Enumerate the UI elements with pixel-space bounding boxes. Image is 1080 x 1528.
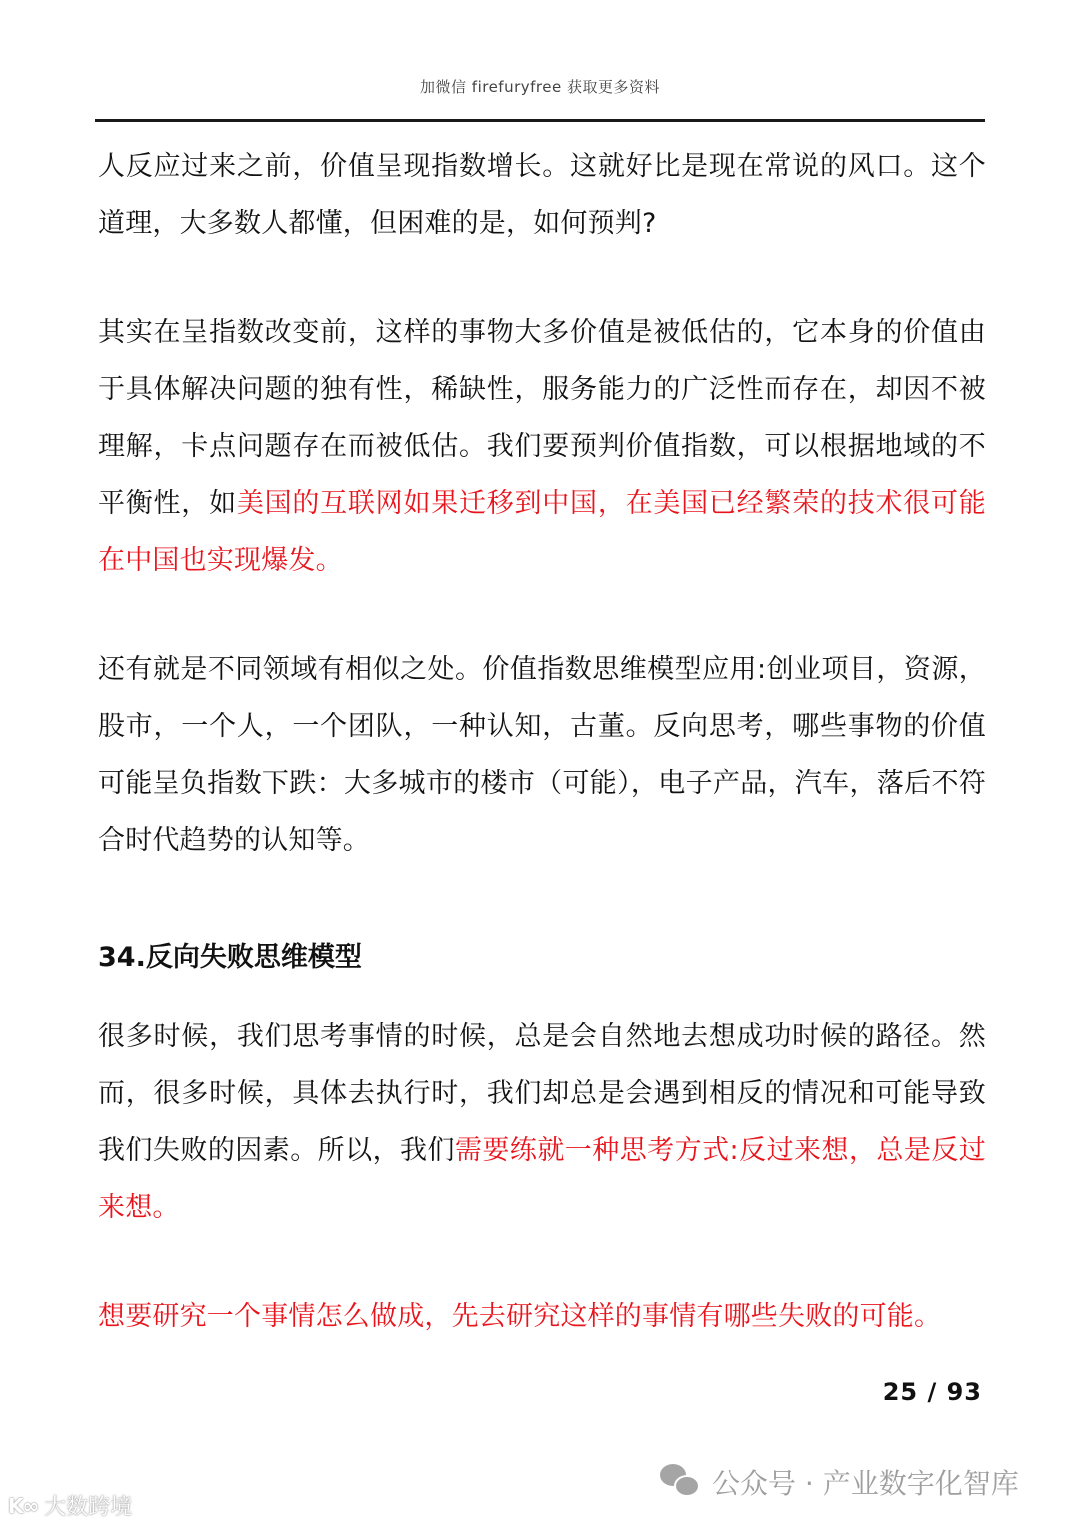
brand-watermark-text: 大数跨境: [44, 1495, 133, 1520]
wechat-icon: [660, 1464, 702, 1500]
brand-logo-icon: K∞: [8, 1493, 39, 1518]
paragraph-applications: 还有就是不同领域有相似之处。价值指数思维模型应用:创业项目，资源，股市，一个人，一个团队，一种认知，古董。反向思考，哪些事物的价值可能呈负指数下跌：大多城市的楼市（可能），电子产品，汽车，落后不符合时代趋势的认知等。: [98, 654, 986, 856]
page-number: 25 / 93: [882, 1378, 982, 1406]
paragraph-study-failure: 想要研究一个事情怎么做成，先去研究这样的事情有哪些失败的可能。: [98, 1301, 942, 1332]
document-body: [98, 138, 986, 1345]
header-divider: [95, 119, 985, 122]
highlighted-text: 需要练就一种思考方式:反过来想，总是反过来想。: [98, 1135, 986, 1223]
paragraph-spacer: [98, 1236, 986, 1288]
section-heading: 34.反向失败思维模型: [98, 942, 362, 973]
brand-watermark: [8, 1490, 132, 1521]
heading-spacer: [98, 986, 986, 1008]
watermark-text: 公众号 · 产业数字化智库: [712, 1467, 1019, 1500]
paragraph-exponential-growth: 人反应过来之前，价值呈现指数增长。这就好比是现在常说的风口。这个道理，大多数人都懂，但困难的是，如何预判?: [98, 151, 986, 239]
highlighted-text: 美国的互联网如果迁移到中国，在美国已经繁荣的技术很可能在中国也实现爆发。: [98, 488, 986, 576]
paragraph-text: 很多时候，我们思考事情的时候，总是会自然地去想成功时候的路径。然而，很多时候，具体去执行时，我们却总是会遇到相反的情况和可能导致我们失败的因素。所以，我们: [98, 1021, 986, 1166]
paragraph-undervalued: [98, 304, 986, 589]
paragraph-spacer: [98, 589, 986, 641]
paragraph-text: 其实在呈指数改变前，这样的事物大多价值是被低估的，它本身的价值由于具体解决问题的独有性，稀缺性，服务能力的广泛性而存在，却因不被理解，卡点问题存在而被低估。我们要预判价值指数，可以根据地域的不平衡性，如: [98, 317, 986, 519]
paragraph-spacer: [98, 252, 986, 304]
wechat-watermark: [660, 1462, 1019, 1502]
paragraph-reverse-thinking: [98, 1008, 986, 1236]
page-header-text: 加微信 firefuryfree 获取更多资料: [420, 78, 660, 96]
paragraph-spacer: [98, 869, 986, 929]
